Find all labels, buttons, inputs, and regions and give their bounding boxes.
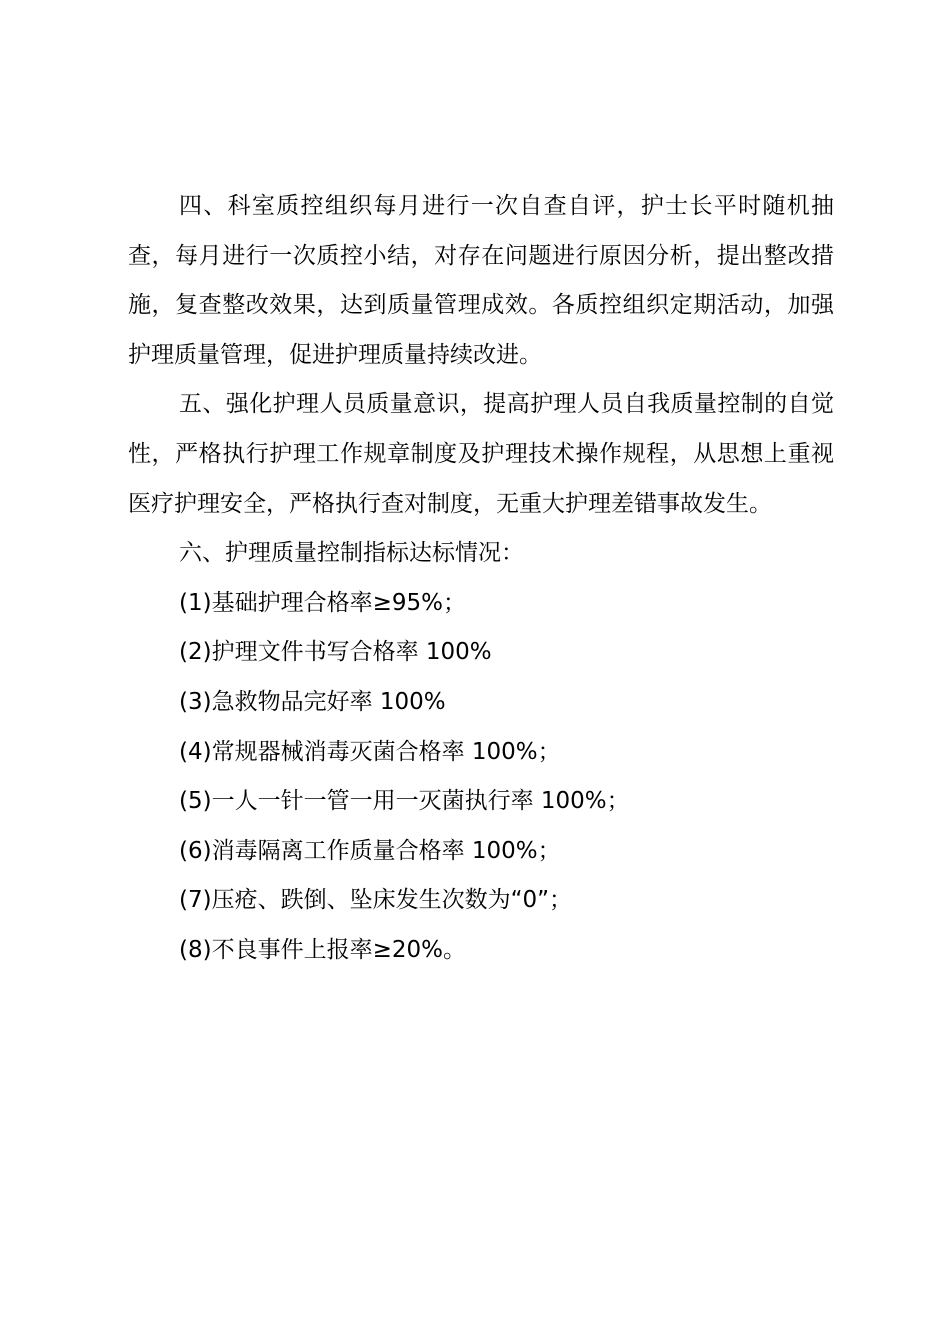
indicator-item-7: (7)压疮、跌倒、坠床发生次数为“0”； <box>179 887 573 914</box>
indicator-item-3: (3)急救物品完好率 100% <box>179 688 446 715</box>
paragraph-section-4: 四、科室质控组织每月进行一次自查自评，护士长平时随机抽查，每月进行一次质控小结，对存在问题进行原因分析，提出整改措施，复查整改效果，达到质量管理成效。各质控组织定期活动，加强护理质量管理，促进护理质量持续改进。 <box>128 193 834 368</box>
indicator-item-4: (4)常规器械消毒灭菌合格率 100%； <box>179 738 561 765</box>
indicator-item-5: (5)一人一针一管一用一灭菌执行率 100%； <box>179 788 630 815</box>
document-body <box>128 182 834 976</box>
indicator-item-1: (1)基础护理合格率≥95%； <box>179 589 466 616</box>
indicator-item-8: (8)不良事件上报率≥20%。 <box>179 936 466 963</box>
paragraph-section-6-heading: 六、护理质量控制指标达标情况： <box>179 540 524 567</box>
indicator-item-6: (6)消毒隔离工作质量合格率 100%； <box>179 837 561 864</box>
paragraph-section-5: 五、强化护理人员质量意识，提高护理人员自我质量控制的自觉性，严格执行护理工作规章制度及护理技术操作规程，从思想上重视医疗护理安全，严格执行查对制度，无重大护理差错事故发生。 <box>128 391 834 517</box>
indicator-item-2: (2)护理文件书写合格率 100% <box>179 639 492 666</box>
